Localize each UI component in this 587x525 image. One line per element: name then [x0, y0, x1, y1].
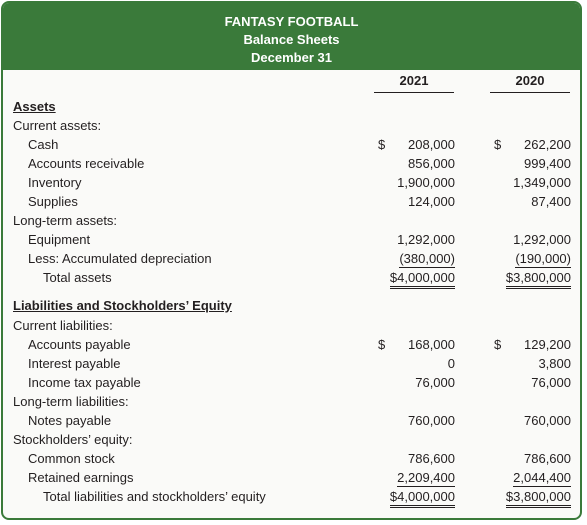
- statement-row: [3, 449, 580, 468]
- statement-row: [3, 430, 580, 449]
- row-label: Stockholders’ equity:: [13, 432, 133, 447]
- statement-row: [3, 173, 580, 192]
- value-2021: [345, 135, 455, 154]
- statement-title: Balance Sheets: [243, 32, 340, 47]
- value-2020: [461, 268, 571, 289]
- value-2020: [461, 135, 571, 154]
- column-header-2020: 2020: [490, 73, 570, 93]
- row-label: Long-term liabilities:: [13, 394, 129, 409]
- value-2020: [461, 335, 571, 354]
- statement-header: [3, 3, 580, 70]
- amount: 208,000: [408, 137, 455, 152]
- amount: 262,200: [524, 137, 571, 152]
- amount: 999,400: [524, 156, 571, 171]
- row-label: Current assets:: [13, 118, 102, 133]
- row-label: Cash: [28, 137, 59, 152]
- statement-row: [3, 249, 580, 268]
- value-2020: [461, 411, 571, 430]
- amount: 2,209,400: [397, 470, 455, 485]
- row-label: Accounts receivable: [28, 156, 145, 171]
- amount: $4,000,000: [390, 489, 455, 508]
- statement-row: [3, 192, 580, 211]
- value-2021: [345, 373, 455, 392]
- value-2021: [345, 230, 455, 249]
- dollar-sign: $: [378, 337, 386, 352]
- amount: 129,200: [524, 337, 571, 352]
- amount: 168,000: [408, 337, 455, 352]
- statement-row: [3, 335, 580, 354]
- amount: 76,000: [531, 375, 571, 390]
- row-label: Total assets: [43, 270, 112, 285]
- statement-row: [3, 392, 580, 411]
- statement-row: [3, 211, 580, 230]
- row-label: Long-term assets:: [13, 213, 118, 228]
- value-2021: [345, 354, 455, 373]
- amount: (380,000): [399, 251, 455, 266]
- statement-row: [3, 468, 580, 487]
- row-label: Common stock: [28, 451, 115, 466]
- amount: 760,000: [408, 413, 455, 428]
- amount: 1,292,000: [397, 232, 455, 247]
- amount: 2,044,400: [513, 470, 571, 485]
- statement-row: [3, 154, 580, 173]
- statement-row: [3, 296, 580, 315]
- value-2021: [345, 335, 455, 354]
- column-header-2021: 2021: [374, 73, 454, 93]
- statement-row: [3, 316, 580, 335]
- value-2020: [461, 373, 571, 392]
- section-heading: Liabilities and Stockholders’ Equity: [13, 298, 232, 313]
- statement-row: [3, 135, 580, 154]
- amount: $3,800,000: [506, 270, 571, 289]
- balance-sheet-panel: [1, 1, 582, 520]
- statement-row: [3, 354, 580, 373]
- value-2021: [345, 468, 455, 487]
- row-label: Total liabilities and stockholders’ equity: [43, 489, 266, 504]
- value-2021: [345, 154, 455, 173]
- value-2021: [345, 173, 455, 192]
- amount: 76,000: [415, 375, 455, 390]
- amount: 786,600: [524, 451, 571, 466]
- row-label: Retained earnings: [28, 470, 134, 485]
- value-2020: [461, 173, 571, 192]
- statement-row: [3, 411, 580, 430]
- value-2020: [461, 487, 571, 508]
- row-label: Equipment: [28, 232, 91, 247]
- value-2020: [461, 192, 571, 211]
- row-label: Less: Accumulated depreciation: [28, 251, 212, 266]
- statement-row: [3, 268, 580, 287]
- statement-date: December 31: [251, 50, 332, 65]
- amount: 1,900,000: [397, 175, 455, 190]
- amount: 760,000: [524, 413, 571, 428]
- statement-row: [3, 97, 580, 116]
- value-2021: [345, 249, 455, 268]
- value-2021: [345, 268, 455, 289]
- statement-row: [3, 487, 580, 506]
- value-2021: [345, 411, 455, 430]
- row-label: Current liabilities:: [13, 318, 113, 333]
- company-name: FANTASY FOOTBALL: [224, 14, 359, 29]
- dollar-sign: $: [378, 137, 386, 152]
- dollar-sign: $: [494, 337, 502, 352]
- value-2020: [461, 468, 571, 487]
- statement-row: [3, 116, 580, 135]
- amount: $4,000,000: [390, 270, 455, 289]
- amount: $3,800,000: [506, 489, 571, 508]
- value-2020: [461, 449, 571, 468]
- value-2021: [345, 192, 455, 211]
- statement-row: [3, 230, 580, 249]
- value-2020: [461, 354, 571, 373]
- amount: 786,600: [408, 451, 455, 466]
- value-2020: [461, 154, 571, 173]
- amount: 1,292,000: [513, 232, 571, 247]
- amount: 3,800: [538, 356, 571, 371]
- row-label: Notes payable: [28, 413, 112, 428]
- row-label: Inventory: [28, 175, 82, 190]
- amount: 0: [447, 356, 455, 371]
- amount: 124,000: [408, 194, 455, 209]
- amount: 87,400: [531, 194, 571, 209]
- section-heading: Assets: [13, 99, 56, 114]
- row-label: Interest payable: [28, 356, 121, 371]
- value-2021: [345, 449, 455, 468]
- value-2021: [345, 487, 455, 508]
- value-2020: [461, 249, 571, 268]
- value-2020: [461, 230, 571, 249]
- amount: (190,000): [515, 251, 571, 266]
- row-label: Accounts payable: [28, 337, 131, 352]
- dollar-sign: $: [494, 137, 502, 152]
- amount: 1,349,000: [513, 175, 571, 190]
- row-label: Supplies: [28, 194, 78, 209]
- amount: 856,000: [408, 156, 455, 171]
- row-label: Income tax payable: [28, 375, 141, 390]
- statement-row: [3, 373, 580, 392]
